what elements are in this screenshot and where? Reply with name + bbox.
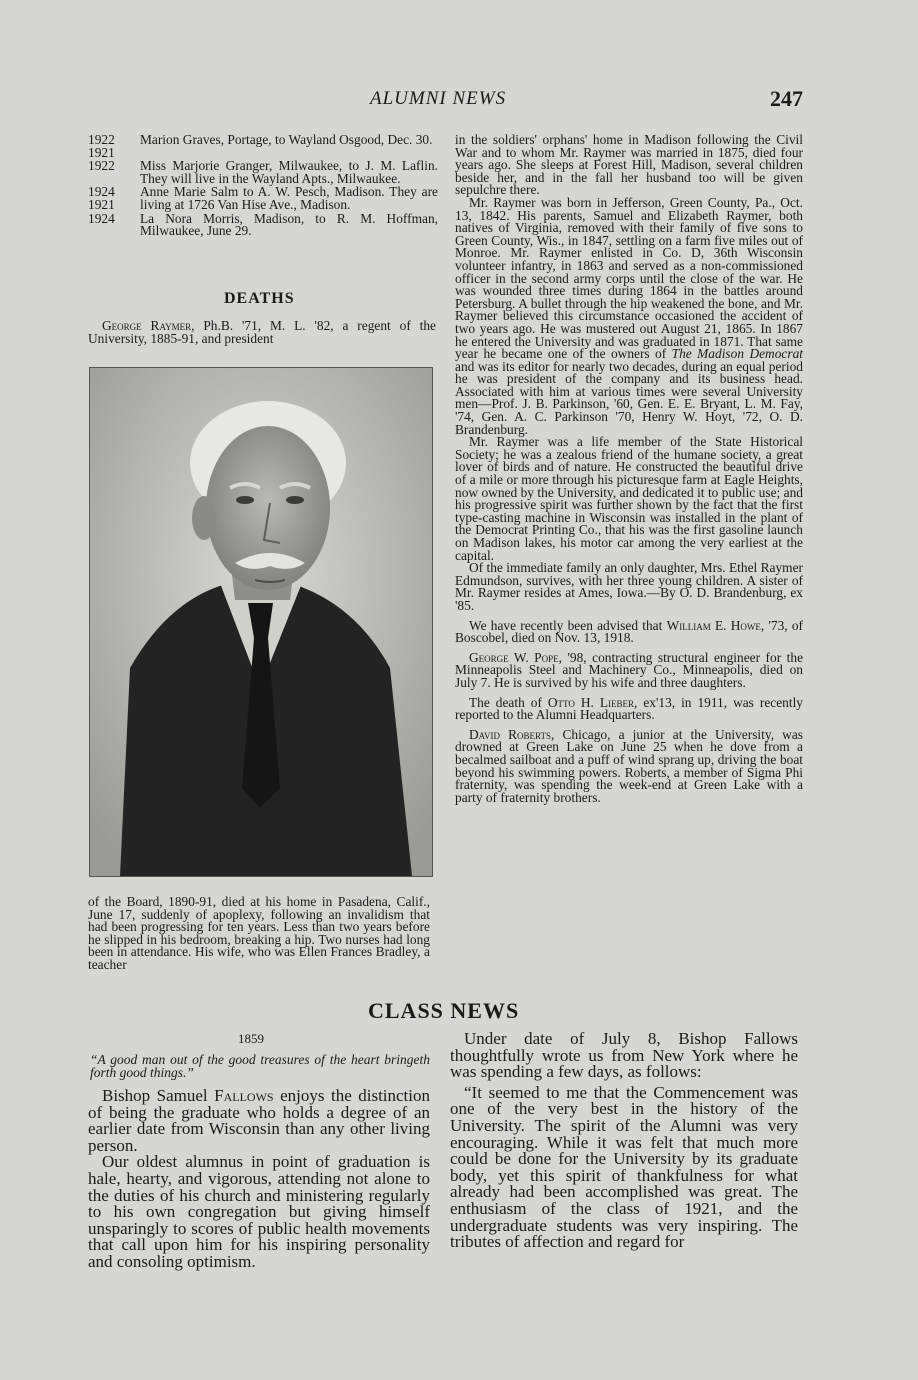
class-news-text: Bishop Samuel [102,1086,215,1105]
obituary-roberts [455,726,803,805]
person-name: George Raymer [102,318,192,333]
obituary-text: , ex'13, in 1911, was recently reported to the Alumni Headquarters. [455,694,803,723]
class-news-left [88,1088,430,1271]
obituary-text: of the Board, 1890-91, died at his home in Pasadena, Calif., June 17, suddenly of apoplexy, following an invalidism that had been progressing for ten years. Less than two years before he slipped in his bedroom, breaking a hip. Two nurses had long been in attendance. His wife, who was Ellen Frances Bradley, a teacher [88,894,430,972]
person-name: George W. Pope [469,649,559,665]
obituary-howe [455,617,803,646]
marriage-list [88,134,438,239]
epigraph-quote: “A good man out of the good treasures of the heart bringeth forth good things.” [90,1052,430,1080]
raymer-continued [88,896,430,972]
raymer-intro [88,320,436,345]
marriage-years: 1922 1921 [88,132,115,160]
obituary-text: Mr. Raymer was born in Jefferson, Green County, Pa., Oct. 13, 1842. His parents, Samuel and Elizabeth Raymer, both natives of Virginia, removed with their family of five sons to Green County, Wis., in 1847, settling on a farm five miles out of Monroe. Mr. Raymer enlisted in Co. D, 36th Wisconsin volunteer infantry, in 1863 and served as a non-commissioned officer in the second army corps until the close of the war. He was wounded three times during 1864 in the battles around Petersburg. A bullet through the hip weakened the bone, and Mr. Raymer believed this circumstance occasioned the accident of two years ago. He was mustered out August 21, 1865. In 1867 he entered the University and was graduated in 1871. That same year he became one of the owners of [455,194,803,362]
right-column-obituaries [455,134,803,804]
obituary-text: , Chicago, a junior at the University, was drowned at Green Lake on June 25 when he dove from a becalmed sailboat and a puff of wind sprang up, driving the boat beyond his swimming powers. Roberts, a member of Sigma Phi fraternity, was spending the week-end at Green Lake with a party of fraternity brothers. [455,726,803,805]
running-header: ALUMNI NEWS [370,88,507,109]
class-year: 1859 [238,1031,264,1046]
class-news-paragraph [88,1088,430,1154]
obituary-text: The death of [469,694,548,710]
deaths-heading: DEATHS [224,290,295,307]
person-name: Fallows [214,1086,274,1105]
obituary-text: , '98, contracting structural engineer for the Minneapolis Steel and Machinery Co., Minneapolis, died on July 7. He is survived by his wife and three daughters. [455,649,804,690]
class-news-paragraph: Our oldest alumnus in point of graduation is hale, hearty, and vigorous, attending not alone to the duties of his church and ministering regularly to his own congregation but giving himself unsparingly to scores of public health movements that call upon him for his inspiring personality and consoling optimism. [88,1152,430,1271]
person-name: Otto H. Lieber [547,694,635,710]
obituary-paragraph: Of the immediate family an only daughter, Mrs. Ethel Raymer Edmundson, survives, with her three young children. A sister of Mr. Raymer resides at Ames, Iowa.—By O. D. Brandenburg, ex '85. [455,560,803,613]
marriage-text: Marion Graves, Portage, to Wayland Osgood, Dec. 30. [140,132,433,147]
marriage-years: 1924 1921 [88,184,115,212]
marriage-entry [88,186,438,211]
marriage-entry [88,210,438,239]
class-news-right [450,1031,798,1251]
person-name: William E. Howe [666,617,761,633]
marriage-text: Anne Marie Salm to A. W. Pesch, Madison. They are living at 1726 Van Hise Ave., Madison. [140,184,438,212]
marriage-entry [88,160,438,185]
marriage-entry [88,134,438,159]
page-number: 247 [770,86,803,111]
obituary-lieber [455,694,803,723]
obituary-paragraph [455,194,803,437]
marriage-text: Miss Marjorie Granger, Milwaukee, to J. M. Laflin. They will live in the Wayland Apts., Milwaukee. [140,158,438,186]
class-news-heading: CLASS NEWS [368,998,520,1023]
portrait-photo [89,367,433,877]
obituary-pope [455,649,804,690]
marriage-text: La Nora Morris, Madison, to R. M. Hoffman, Milwaukee, June 29. [140,210,438,239]
obituary-text: , '73, of Boscobel, died on Nov. 13, 1918. [455,617,803,646]
newspaper-title: The Madison Democrat [671,346,803,362]
class-news-paragraph: Under date of July 8, Bishop Fallows thoughtfully wrote us from New York where he was spending a few days, as follows: [450,1029,798,1082]
obituary-paragraph: Mr. Raymer was a life member of the State Historical Society; he was a zealous friend of the humane society, a great lover of birds and of nature. He constructed the beautiful drive of a mile or more through his picturesque farm at Eagle Heights, now owned by the University, and dedicated it to public use; and his progressive spirit was further shown by the fact that the first type-casting machine in Wisconsin was installed in the plant of the Democrat Printing Co., that his was the first gasoline launch on Madison lakes, his motor car among the very earliest at the capital. [455,434,803,563]
marriage-years: 1922 [88,158,115,174]
obituary-text: and was its editor for nearly two decades, during an equal period he was president of the company and its business head. Associated with him at various times were several University men—Prof. J. B. Parkinson, '60, Gen. E. E. Bryant, L. M. Fay, '74, Gen. A. C. Parkinson '70, Henry W. Hoyt, '72, O. D. Brandenburg. [455,358,803,437]
person-name: David Roberts [469,726,552,742]
class-news-text: enjoys the distinction of being the graduate who holds a degree of an earlier date from Wisconsin than any other living person. [88,1086,431,1155]
obituary-paragraph: in the soldiers' orphans' home in Madison following the Civil War and to whom Mr. Raymer was married in 1875, died four years ago. She sleeps at Forest Hill, Madison, several children beside her, and in the fall her husband too will be given sepulchre there. [455,132,803,198]
marriage-years: 1924 [88,210,115,226]
obituary-text: We have recently been advised that [469,617,667,633]
raymer-intro-text: , Ph.B. '71, M. L. '82, a regent of the University, 1885-91, and president [88,318,436,346]
portrait-drawing [90,368,432,876]
class-news-paragraph: “It seemed to me that the Commencement was one of the very best in the history of the University. The spirit of the Alumni was very encouraging. While it was felt that much more could be done for the University by its graduate body, yet this spirit of thankfulness for what already had been accomplished was great. The enthusiasm of the class of 1921, and the undergraduate students was very inspiring. The tributes of affection and regard for [450,1082,798,1252]
